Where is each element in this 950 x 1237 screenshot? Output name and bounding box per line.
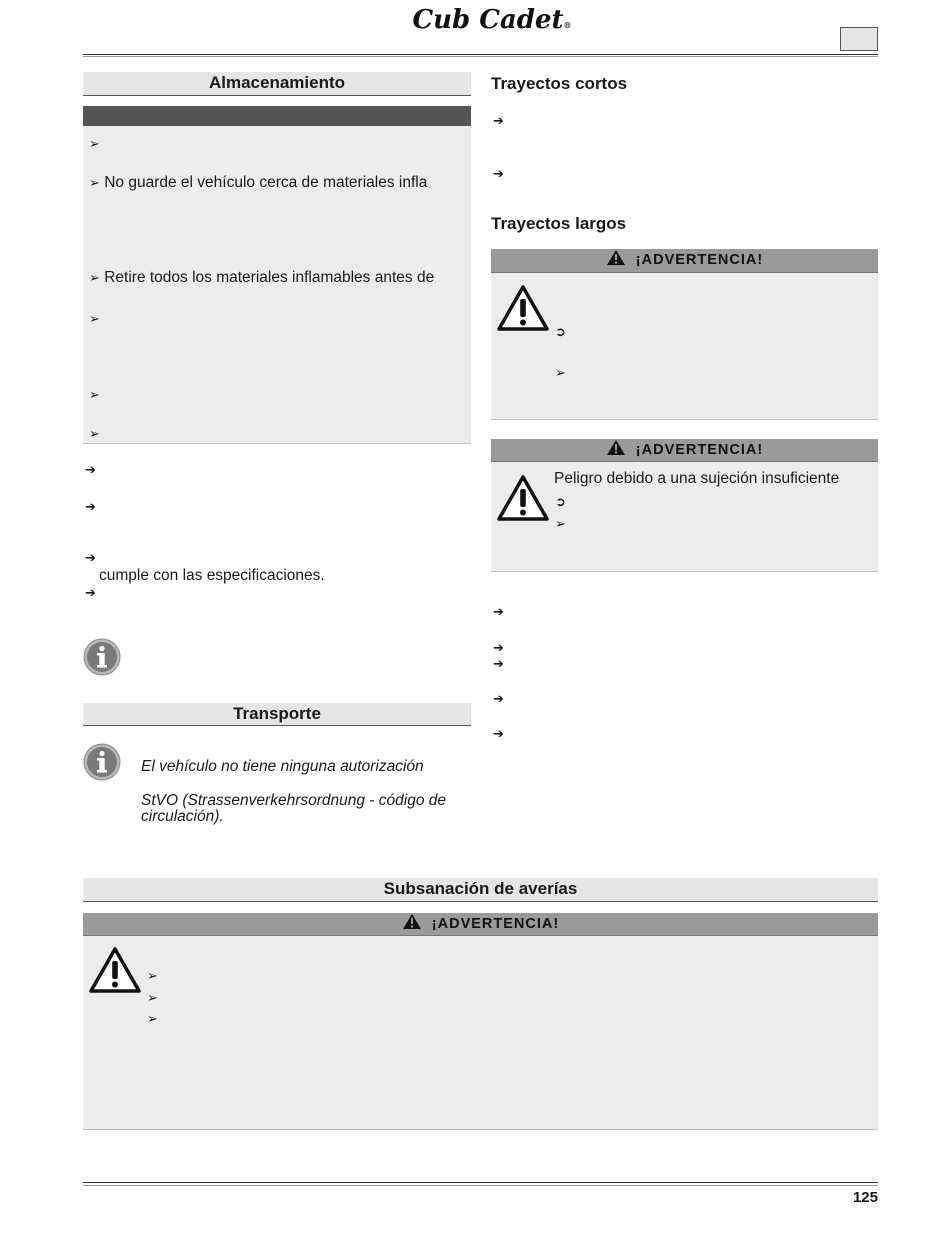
warning-header-3: ¡ADVERTENCIA!: [83, 913, 878, 936]
warning-triangle-icon: [606, 249, 626, 266]
warning-sign-icon: [497, 284, 549, 332]
warning-triangle-icon: [606, 439, 626, 456]
storage-bullet-6: ➢: [89, 426, 100, 441]
troubleshooting-bullet-1: ➢: [147, 968, 158, 983]
long-trips-arrow-3: ➔: [493, 656, 504, 671]
storage-bullet-3: ➢ Retire todos los materiales inflamables antes de: [89, 269, 435, 286]
troubleshooting-bullet-3: ➢: [147, 1011, 158, 1026]
language-tab: [840, 27, 878, 51]
storage-bullet-1: ➢: [89, 136, 100, 151]
transport-note-line-3: circulación).: [141, 808, 224, 825]
logo-text: Cub Cadet®: [412, 5, 572, 35]
short-trips-arrow-2: ➔: [493, 166, 504, 181]
warning-2-circle-arrow: ➲: [555, 494, 566, 509]
warning-sign-icon: [497, 474, 549, 522]
long-trips-arrow-4: ➔: [493, 691, 504, 706]
warning-header-2: ¡ADVERTENCIA!: [491, 439, 878, 462]
troubleshooting-bullet-2: ➢: [147, 990, 158, 1005]
storage-notice-bar: [83, 106, 471, 126]
header-rule-secondary: [83, 56, 878, 57]
long-trips-arrow-1: ➔: [493, 604, 504, 619]
storage-arrow-3: ➔: [85, 550, 96, 565]
long-trips-arrow-2: ➔: [493, 640, 504, 655]
footer-rule: [83, 1182, 878, 1183]
heading-short-trips: Trayectos cortos: [491, 74, 628, 93]
section-title-troubleshooting: Subsanación de averías: [83, 878, 878, 902]
section-title-storage: Almacenamiento: [83, 72, 471, 96]
warning-panel-1: [491, 273, 878, 420]
registered-mark: ®: [563, 20, 572, 30]
warning-1-circle-arrow: ➲: [555, 324, 566, 339]
long-trips-arrow-5: ➔: [493, 726, 504, 741]
storage-arrow-1: ➔: [85, 462, 96, 477]
warning-header-1: ¡ADVERTENCIA!: [491, 249, 878, 273]
short-trips-arrow-1: ➔: [493, 113, 504, 128]
transport-note-line-1: El vehículo no tiene ninguna autorización: [141, 758, 424, 775]
heading-long-trips: Trayectos largos: [491, 214, 627, 233]
storage-arrow-3-continuation: cumple con las especificaciones.: [99, 567, 325, 584]
header-rule: [83, 54, 878, 55]
warning-2-bullet: ➢: [555, 516, 566, 531]
cub-cadet-logo: [404, 4, 580, 36]
warning-sign-icon: [89, 946, 141, 994]
section-title-transport: Transporte: [83, 703, 471, 726]
storage-arrow-4: ➔: [85, 585, 96, 600]
warning-2-text: Peligro debido a una sujeción insuficiente: [554, 470, 840, 487]
storage-bullet-4: ➢: [89, 311, 100, 326]
page-number: 125: [852, 1189, 878, 1206]
warning-panel-3: [83, 936, 878, 1130]
info-icon: [83, 743, 121, 781]
footer-rule-secondary: [83, 1185, 878, 1186]
storage-bullet-5: ➢: [89, 387, 100, 402]
warning-1-bullet: ➢: [555, 365, 566, 380]
storage-arrow-2: ➔: [85, 499, 96, 514]
transport-note-line-2: StVO (Strassenverkehrsordnung - código de: [141, 792, 446, 809]
info-icon: [83, 638, 121, 676]
storage-bullet-2: ➢ No guarde el vehículo cerca de materiales infla: [89, 174, 428, 191]
warning-triangle-icon: [402, 913, 422, 930]
